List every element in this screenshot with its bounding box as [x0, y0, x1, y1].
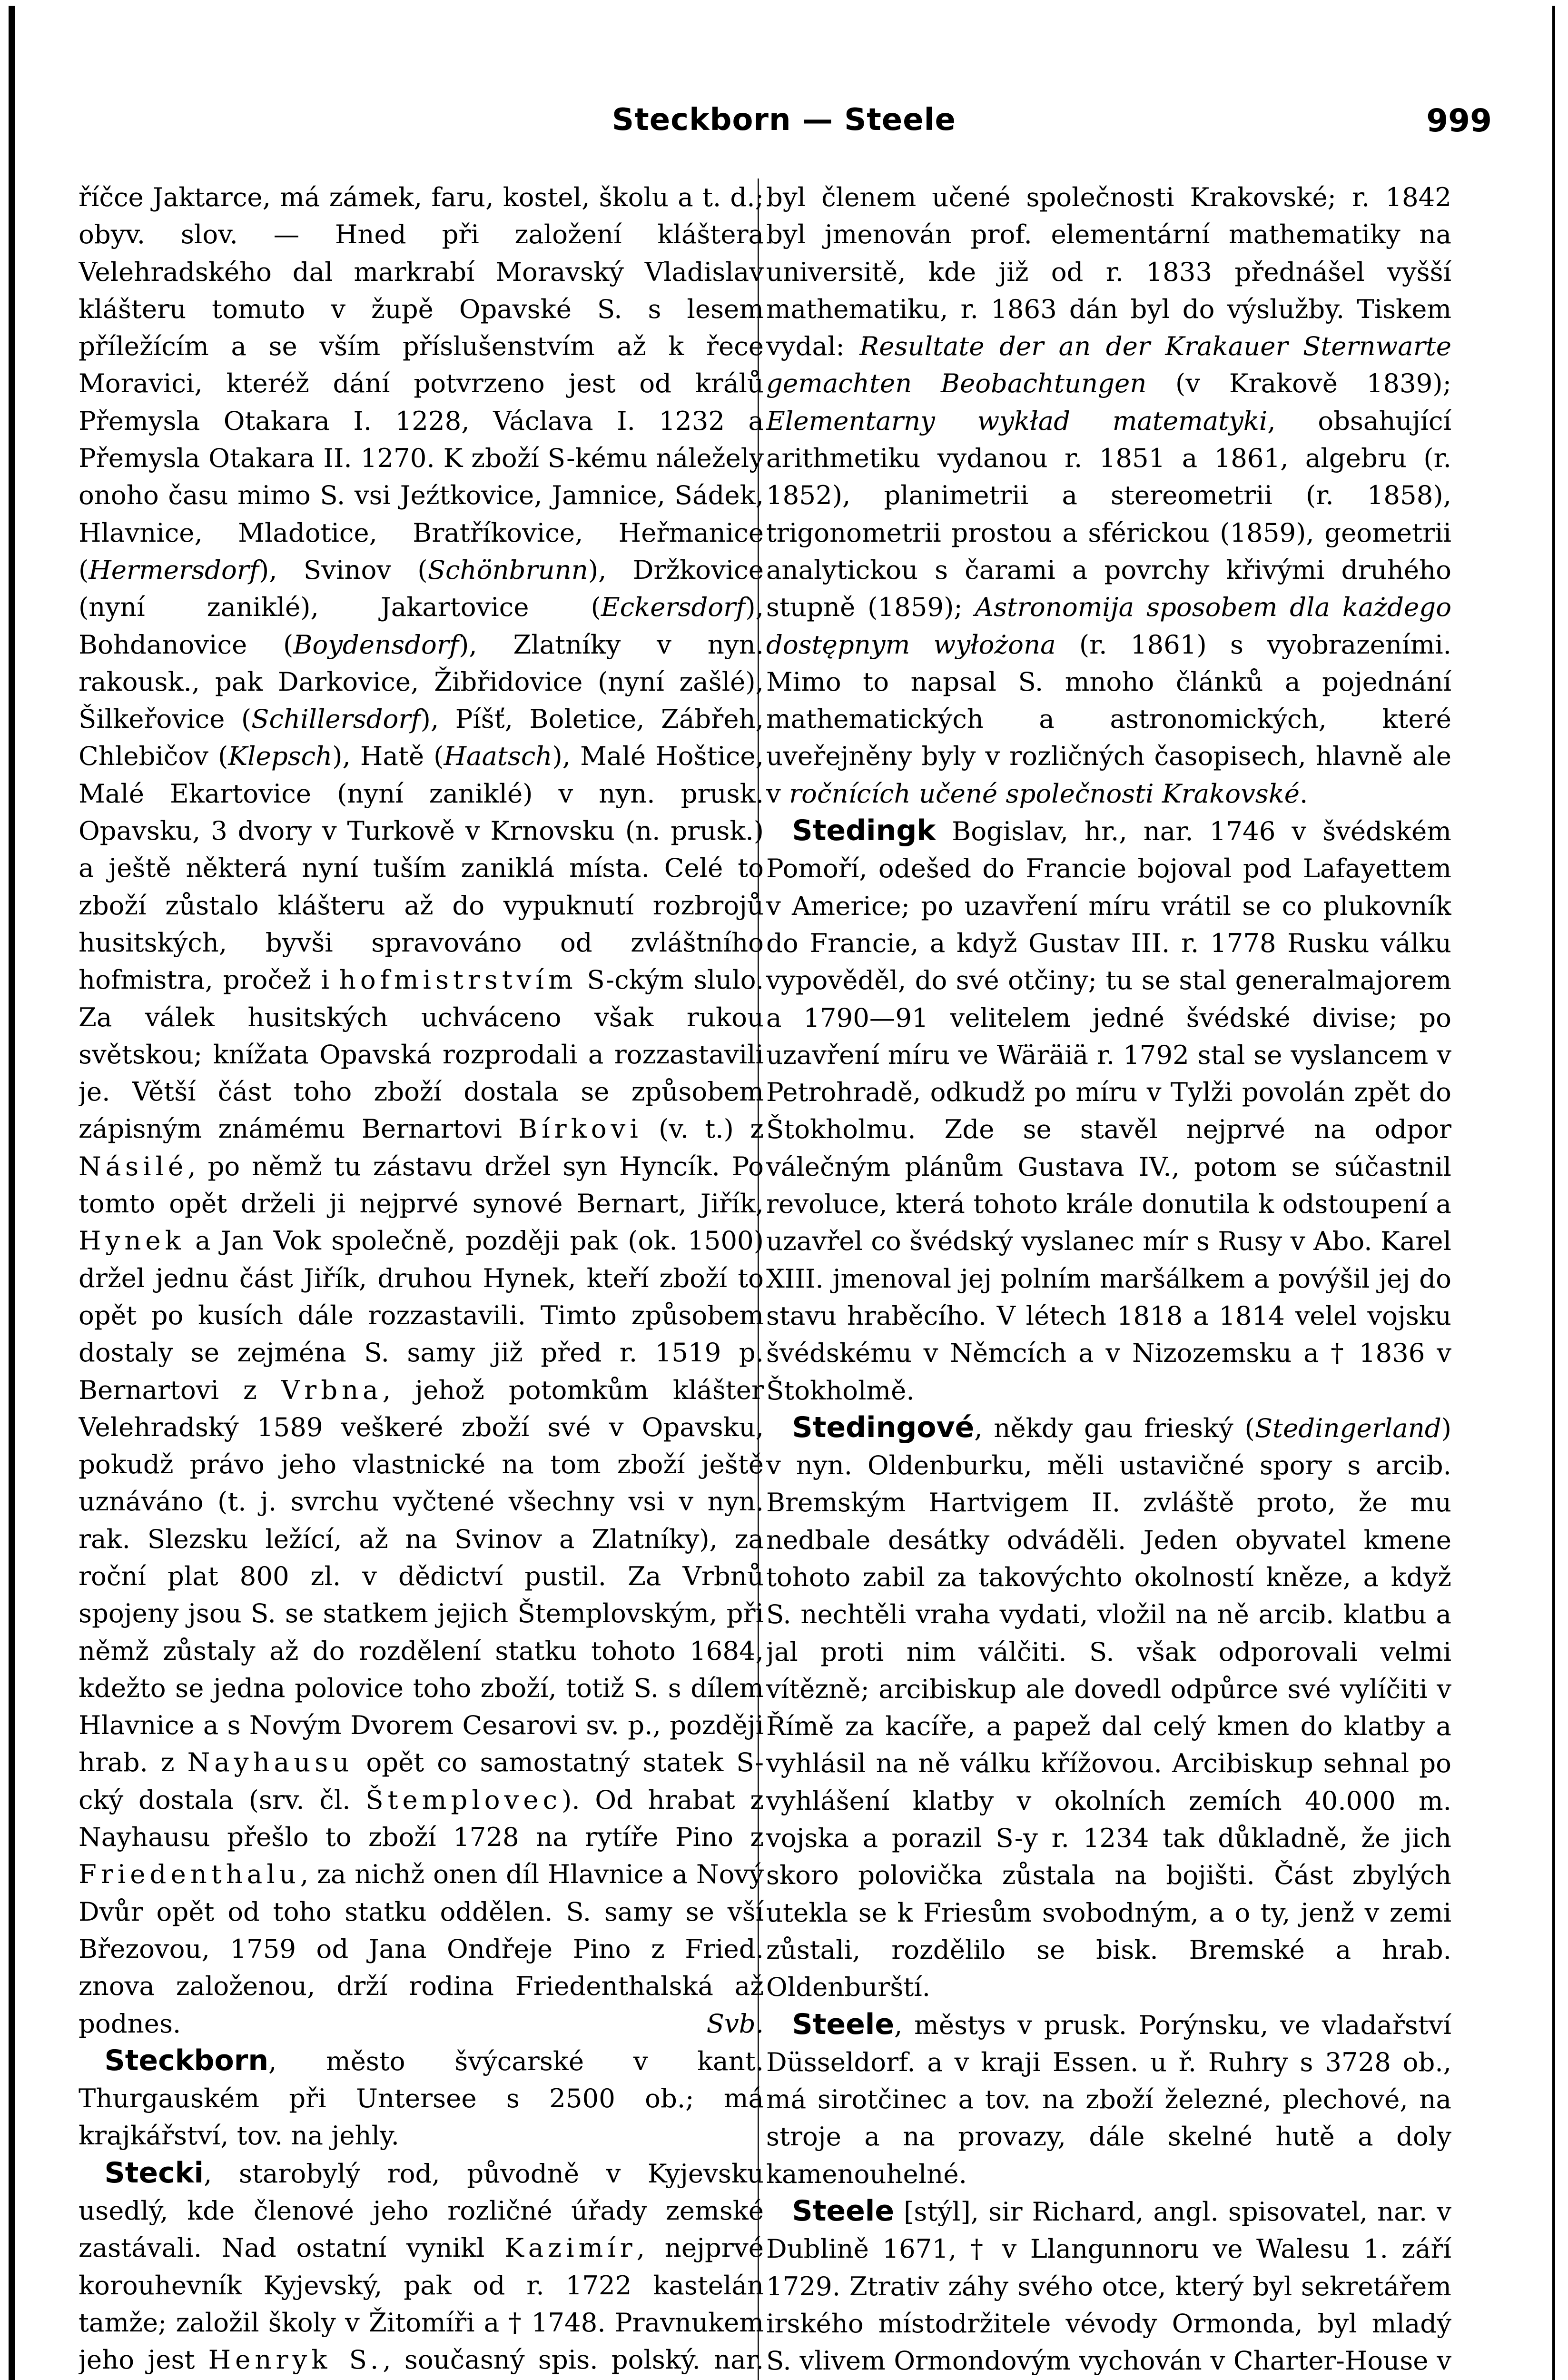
- right-column: [766, 178, 1451, 2380]
- entry-head-steele-richard: Steele: [792, 2194, 895, 2228]
- left-column: [79, 178, 764, 2380]
- entry-steckborn: Steckborn, město švýcarské v kant. Thurgauském při Untersee s 2500 ob.; má krajkářství, tov. na jehly.: [79, 2043, 764, 2151]
- entry-stemplovec-continuation: říčce Jaktarce, má zámek, faru, kostel, školu a t. d.; obyv. slov. — Hned při založení kláštera Velehradského dal markrabí Moravský Vladislav klášteru tomuto v župě Opavské S. s lesem příležícím a se vším příslušenstvím až k řece Moravici, kteréž dání potvrzeno jest od králů Přemysla Otakara I. 1228, Václava I. 1232 a Přemysla Otakara II. 1270. K zboží S-kému náležely onoho času mimo S. vsi Jeźtkovice, Jamnice, Sádek, Hlavnice, Mladotice, Bratříkovice, Heřmanice (Hermersdorf), Svinov (Schönbrunn), Držkovice (nyní zaniklé), Jakartovice (Eckersdorf), Bohdanovice (Boydensdorf), Zlatníky v nyn. rakousk., pak Darkovice, Žibřidovice (nyní zašlé), Šilkeřovice (Schillersdorf), Píšť, Boletice, Zábřeh, Chlebičov (Klepsch), Hatě (Haatsch), Malé Hoštice, Malé Ekartovice (nyní zaniklé) v nyn. prusk. Opavsku, 3 dvory v Turkově v Krnovsku (n. prusk.) a ještě některá nyní tuším zaniklá místa. Celé to zboží zůstalo klášteru až do vypuknutí rozbrojů husitských, byvši spravováno od zvláštního hofmistra, pročež i hofmistrstvím S-ckým slulo. Za válek husitských uchváceno však rukou světskou; knížata Opavská rozprodali a rozzastavili je. Větší část toho zboží dostala se způsobem zápisným známému Bernartovi Bírkovi (v. t.) z Násilé, po němž tu zástavu držel syn Hyncík. Po tomto opět drželi ji nejprvé synové Bernart, Jiřík, Hynek a Jan Vok společně, později pak (ok. 1500) držel jednu část Jiřík, druhou Hynek, kteří zboží to opět po kusích dále rozzastavili. Timto způsobem dostaly se zejména S. samy již před r. 1519 p. Bernartovi z Vrbna, jehož potomkům klášter Velehradský 1589 veškeré zboží své v Opavsku, pokudž právo jeho vlastnické na tom zboží ještě uznáváno (t. j. svrchu vyčtené všechny vsi v nyn. rak. Slezsku ležící, až na Svinov a Zlatníky), za roční plat 800 zl. v dědictví pustil. Za Vrbnů spojeny jsou S. se statkem jejich Štemplovským, při němž zůstaly až do rozdělení statku tohoto 1684, kdežto se jedna polovice toho zboží, totiž S. s dílem Hlavnice a s Novým Dvorem Cesarovi sv. p., později hrab. z Nayhausu opět co samostatný statek S-cký dostala (srv. čl. Štemplovec). Od hrabat z Nayhausu přešlo to zboží 1728 na rytíře Pino z Friedenthalu, za nichž onen díl Hlavnice a Nový Dvůr opět od toho statku oddělen. S. samy se vší Březovou, 1759 od Jana Ondřeje Pino z Fried. znova založenou, drží rodina Friedenthalská až podnes. Svb.: [79, 178, 764, 2042]
- page-number: 999: [1426, 102, 1492, 139]
- author-signature: Svb.: [706, 2008, 764, 2039]
- running-title: Steckborn — Steele: [612, 102, 956, 138]
- dagger-icon: †: [1331, 1338, 1348, 1368]
- entry-steele-richard: Steele [stýl], sir Richard, angl. spisovatel, nar. v Dublině 1671, † v Llangunnoru ve Walesu 1. září 1729. Ztrativ záhy svého otce, který byl sekretářem irského místodržitele vévody Ormonda, byl mladý S. vlivem Ormondovým vychován v Charter-House v: [766, 2194, 1451, 2376]
- entry-head-stecki: Stecki: [104, 2156, 204, 2190]
- entry-stedingk: Stedingk Bogislav, hr., nar. 1746 v švédském Pomoří, odešed do Francie bojoval pod Lafayettem v Americe; po uzavření míru vrátil se co plukovník do Francie, a když Gustav III. r. 1778 Rusku válku vypověděl, do své otčiny; tu se stal generalmajorem a 1790—91 velitelem jedné švédské divise; po uzavření míru ve Wäräiä r. 1792 stal se vyslancem v Petrohradě, odkudž po míru v Tylži povolán zpět do Štokholmu. Zde se stavěl nejprvé na odpor válečným plánům Gustava IV., potom se súčastnil revoluce, která tohoto krále donutila k odstoupení a uzavřel co švédský vyslanec mír s Rusy v Abo. Karel XIII. jmenoval jej polním maršálkem a povýšil jej do stavu hraběcího. V létech 1818 a 1814 velel vojsku švédskému v Němcích a v Nizozemsku a † 1836 v Štokholmě.: [766, 814, 1451, 1406]
- dagger-icon: †: [970, 2233, 989, 2264]
- entry-head-steele-town: Steele: [792, 2007, 895, 2041]
- entry-head-steckborn: Steckborn: [104, 2043, 269, 2077]
- entry-head-stedingk: Stedingk: [792, 814, 936, 848]
- entry-steele-town: Steele, městys v prusk. Porýnsku, ve vladařství Düsseldorf. a v kraji Essen. u ř. Ruhry s 3728 ob., má sirotčinec a tov. na zboží železné, plechové, na stroje a na provazy, dále skelné hutě a doly kamenouhelné.: [766, 2007, 1451, 2189]
- dagger-icon: †: [508, 2307, 523, 2338]
- entry-stecki: Stecki, starobylý rod, původně v Kyjevsku usedlý, kde členové jeho rozličné úřady zemské zastávali. Nad ostatní vynikl Kazimír, nejprvé korouhevník Kyjevský, pak od r. 1722 kastelán tamže; založil školy v Žitomíři a † 1748. Pravnukem jeho jest Henryk S., současný spis. polský. nar.: [79, 2156, 764, 2375]
- entry-steczkowski-continuation: byl členem učené společnosti Krakovské; r. 1842 byl jmenován prof. elementární mathematiky na universitě, kde již od r. 1833 přednášel vyšší mathematiku, r. 1863 dán byl do výslužby. Tiskem vydal: Resultate der an der Krakauer Sternwarte gemachten Beobachtungen (v Krakově 1839); Elementarny wykład matematyki, obsahující arithmetiku vydanou r. 1851 a 1861, algebru (r. 1852), planimetrii a stereometrii (r. 1858), trigonometrii prostou a sférickou (1859), geometrii analytickou s čarami a povrchy křivými druhého stupně (1859); Astronomija sposobem dla każdego dostępnym wyłożona (r. 1861) s vyobrazeními. Mimo to napsal S. mnoho článků a pojednání mathematických a astronomických, které uveřejněny byly v rozličných časopisech, hlavně ale v ročnících učené společnosti Krakovské.: [766, 182, 1451, 809]
- entry-stedingove: Stedingové, někdy gau frieský (Stedingerland) v nyn. Oldenburku, měli ustavičné spory s arcib. Bremským Hartvigem II. zvláště proto, že mu nedbale desátky odváděli. Jeden obyvatel kmene tohoto zabil za takovýchto okolností kněze, a když S. nechtěli vraha vydati, vložil na ně arcib. klatbu a jal proti nim válčiti. S. však odporovali velmi vítězně; arcibiskup ale dovedl odpůrce své vylíčiti v Římě za kacíře, a papež dal celý kmen do klatby a vyhlásil na ně válku křížovou. Arcibiskup sehnal po vyhlášení klatby v okolních zemích 40.000 m. vojska a porazil S-y r. 1234 tak důkladně, že jich skoro polovička zůstala na bojišti. Část zbylých utekla se k Friesům svobodným, a o ty, jenž v zemi zůstali, rozdělilo se bisk. Bremské a hrab. Oldenburští.: [766, 1410, 1451, 2003]
- page-header: [0, 102, 1568, 145]
- entry-head-stedingove: Stedingové: [792, 1410, 975, 1444]
